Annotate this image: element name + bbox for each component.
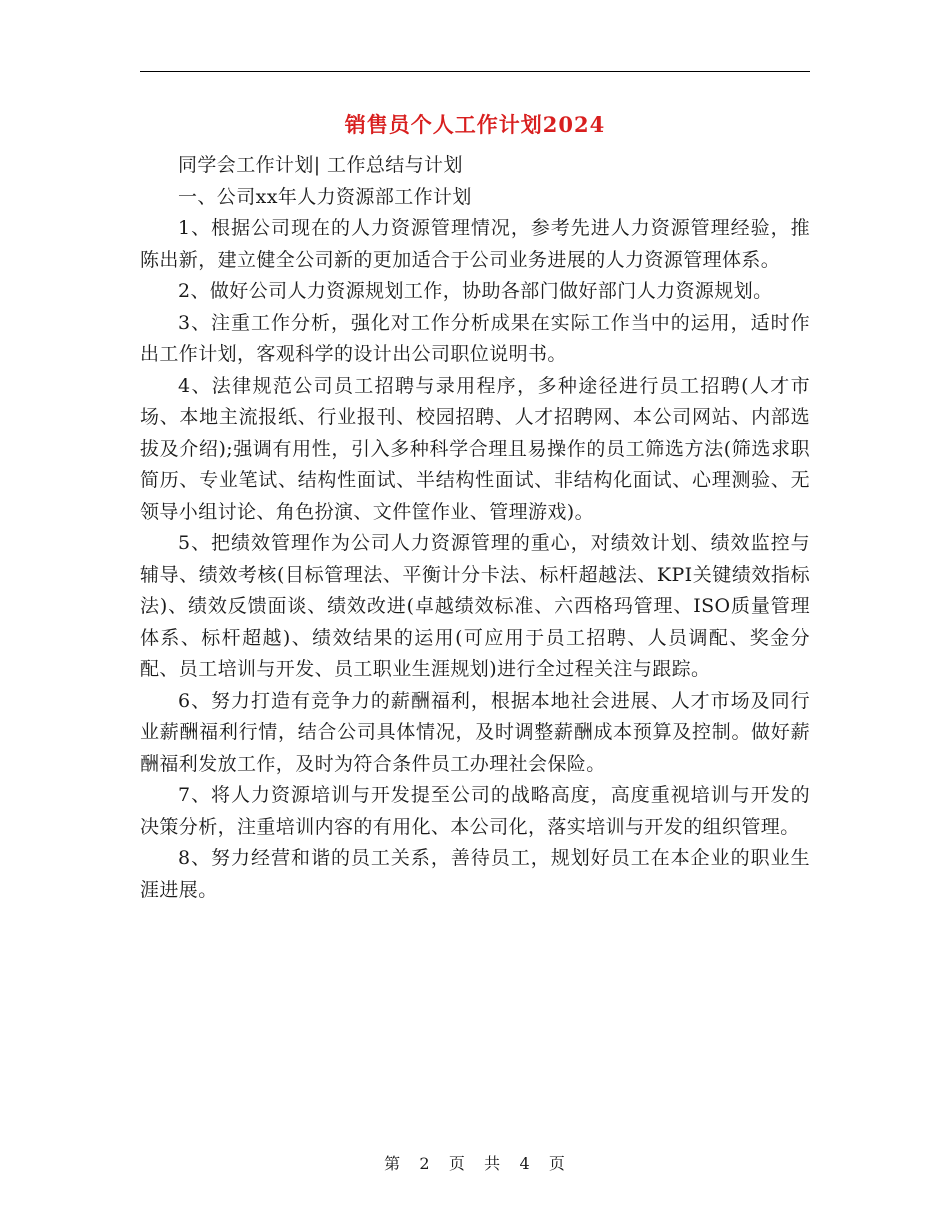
paragraph-subheading: 同学会工作计划| 工作总结与计划 [178, 154, 463, 176]
document-title: 销售员个人工作计划2024 [344, 112, 606, 137]
page-footer [140, 1152, 810, 1176]
paragraph-item-4: 4、法律规范公司员工招聘与录用程序，多种途径进行员工招聘(人才市场、本地主流报纸、行业报刊、校园招聘、人才招聘网、本公司网站、内部选拔及介绍);强调有用性，引入多种科学合理且易操作的员工筛选方法(筛选求职简历、专业笔试、结构性面试、半结构性面试、非结构化面试、心理测验、无领导小组讨论、角色扮演、文件筐作业、管理游戏)。 [140, 374, 810, 523]
paragraph-item-7: 7、将人力资源培训与开发提至公司的战略高度，高度重视培训与开发的决策分析，注重培训内容的有用化、本公司化，落实培训与开发的组织管理。 [140, 784, 810, 838]
document-body [140, 150, 810, 906]
footer-label-total-unit: 页 [548, 1154, 566, 1173]
footer-label-page-unit: 页 [448, 1154, 466, 1173]
footer-current-page: 2 [419, 1154, 431, 1173]
paragraph-section-heading: 一、公司xx年人力资源部工作计划 [178, 185, 472, 208]
header-rule [140, 71, 810, 72]
paragraph-item-6: 6、努力打造有竞争力的薪酬福利，根据本地社会进展、人才市场及同行业薪酬福利行情，结合公司具体情况，及时调整薪酬成本预算及控制。做好薪酬福利发放工作，及时为符合条件员工办理社会保险。 [140, 689, 810, 775]
footer-label-page: 第 [384, 1154, 402, 1173]
paragraph-item-1: 1、根据公司现在的人力资源管理情况，参考先进人力资源管理经验，推陈出新，建立健全公司新的更加适合于公司业务进展的人力资源管理体系。 [140, 217, 810, 271]
paragraph-item-8: 8、努力经营和谐的员工关系，善待员工，规划好员工在本企业的职业生涯进展。 [140, 847, 810, 901]
paragraph-item-5: 5、把绩效管理作为公司人力资源管理的重心，对绩效计划、绩效监控与辅导、绩效考核(目标管理法、平衡计分卡法、标杆超越法、KPI关键绩效指标法)、绩效反馈面谈、绩效改进(卓越绩效标准、六西格玛管理、ISO质量管理体系、标杆超越)、绩效结果的运用(可应用于员工招聘、人员调配、奖金分配、员工培训与开发、员工职业生涯规划)进行全过程关注与跟踪。 [140, 532, 810, 680]
paragraph-item-2: 2、做好公司人力资源规划工作，协助各部门做好部门人力资源规划。 [178, 280, 773, 302]
footer-label-total: 共 [484, 1154, 502, 1173]
footer-total-pages: 4 [519, 1154, 531, 1173]
paragraph-item-3: 3、注重工作分析，强化对工作分析成果在实际工作当中的运用，适时作出工作计划，客观科学的设计出公司职位说明书。 [140, 311, 810, 365]
